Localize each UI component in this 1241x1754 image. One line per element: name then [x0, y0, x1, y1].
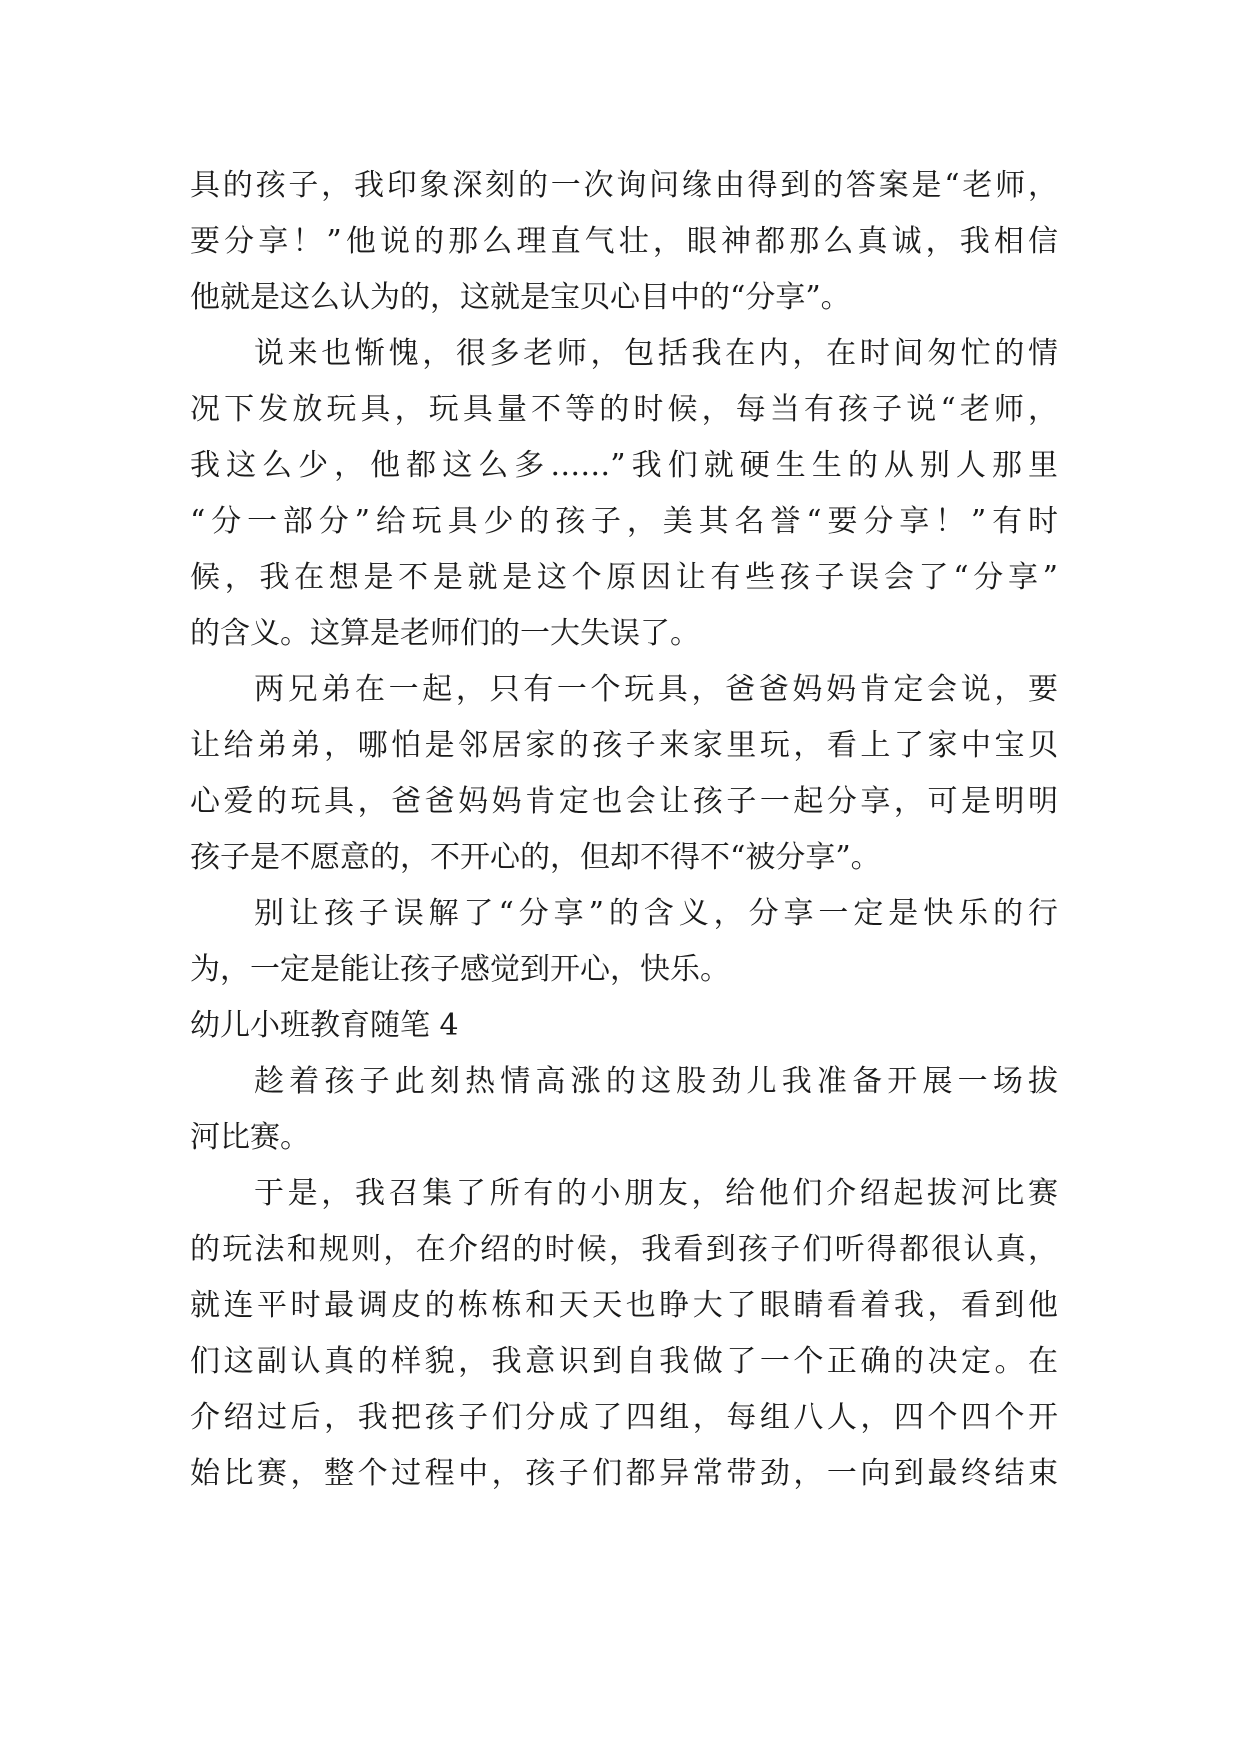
section-title: 幼儿小班教育随笔 4: [190, 1008, 459, 1043]
text-line: 别让孩子误解了“分享”的含义，分享一定是快乐的行: [254, 896, 1058, 931]
text-line: 河比赛。: [190, 1120, 310, 1155]
paragraph: [190, 158, 1058, 326]
text-line: 具的孩子，我印象深刻的一次询问缘由得到的答案是“老师，: [190, 168, 1058, 203]
text-line: 心爱的玩具，爸爸妈妈肯定也会让孩子一起分享，可是明明: [190, 784, 1058, 819]
text-line: 他就是这么认为的，这就是宝贝心目中的“分享”。: [190, 280, 851, 315]
text-line: 况下发放玩具，玩具量不等的时候，每当有孩子说“老师，: [190, 392, 1058, 427]
text-line: 的玩法和规则，在介绍的时候，我看到孩子们听得都很认真，: [190, 1232, 1058, 1267]
paragraph: [190, 326, 1058, 662]
text-line: 说来也惭愧，很多老师，包括我在内，在时间匆忙的情: [254, 336, 1058, 371]
paragraph: [190, 662, 1058, 886]
document-body: [190, 158, 1058, 1502]
text-line: 的含义。这算是老师们的一大失误了。: [190, 616, 700, 651]
text-line: 于是，我召集了所有的小朋友，给他们介绍起拔河比赛: [254, 1176, 1058, 1211]
text-line: 就连平时最调皮的栋栋和天天也睁大了眼睛看着我，看到他: [190, 1288, 1058, 1323]
paragraph: [190, 1054, 1058, 1166]
text-line: 介绍过后，我把孩子们分成了四组，每组八人，四个四个开: [190, 1400, 1058, 1435]
text-line: 为，一定是能让孩子感觉到开心，快乐。: [190, 952, 730, 987]
text-line: 候，我在想是不是就是这个原因让有些孩子误会了“分享”: [190, 560, 1058, 595]
text-line: 趁着孩子此刻热情高涨的这股劲儿我准备开展一场拔: [254, 1064, 1058, 1099]
text-line: 要分享！”他说的那么理直气壮，眼神都那么真诚，我相信: [190, 224, 1058, 259]
text-line: 两兄弟在一起，只有一个玩具，爸爸妈妈肯定会说，要: [254, 672, 1058, 707]
paragraph: [190, 886, 1058, 998]
text-line: 们这副认真的样貌，我意识到自我做了一个正确的决定。在: [190, 1344, 1058, 1379]
text-line: 始比赛，整个过程中，孩子们都异常带劲，一向到最终结束: [190, 1456, 1058, 1491]
paragraph: [190, 1166, 1058, 1502]
text-line: “分一部分”给玩具少的孩子，美其名誉“要分享！”有时: [190, 504, 1058, 539]
text-line: 孩子是不愿意的，不开心的，但却不得不“被分享”。: [190, 840, 881, 875]
text-line: 我这么少，他都这么多……”我们就硬生生的从别人那里: [190, 448, 1058, 483]
text-line: 让给弟弟，哪怕是邻居家的孩子来家里玩，看上了家中宝贝: [190, 728, 1058, 763]
